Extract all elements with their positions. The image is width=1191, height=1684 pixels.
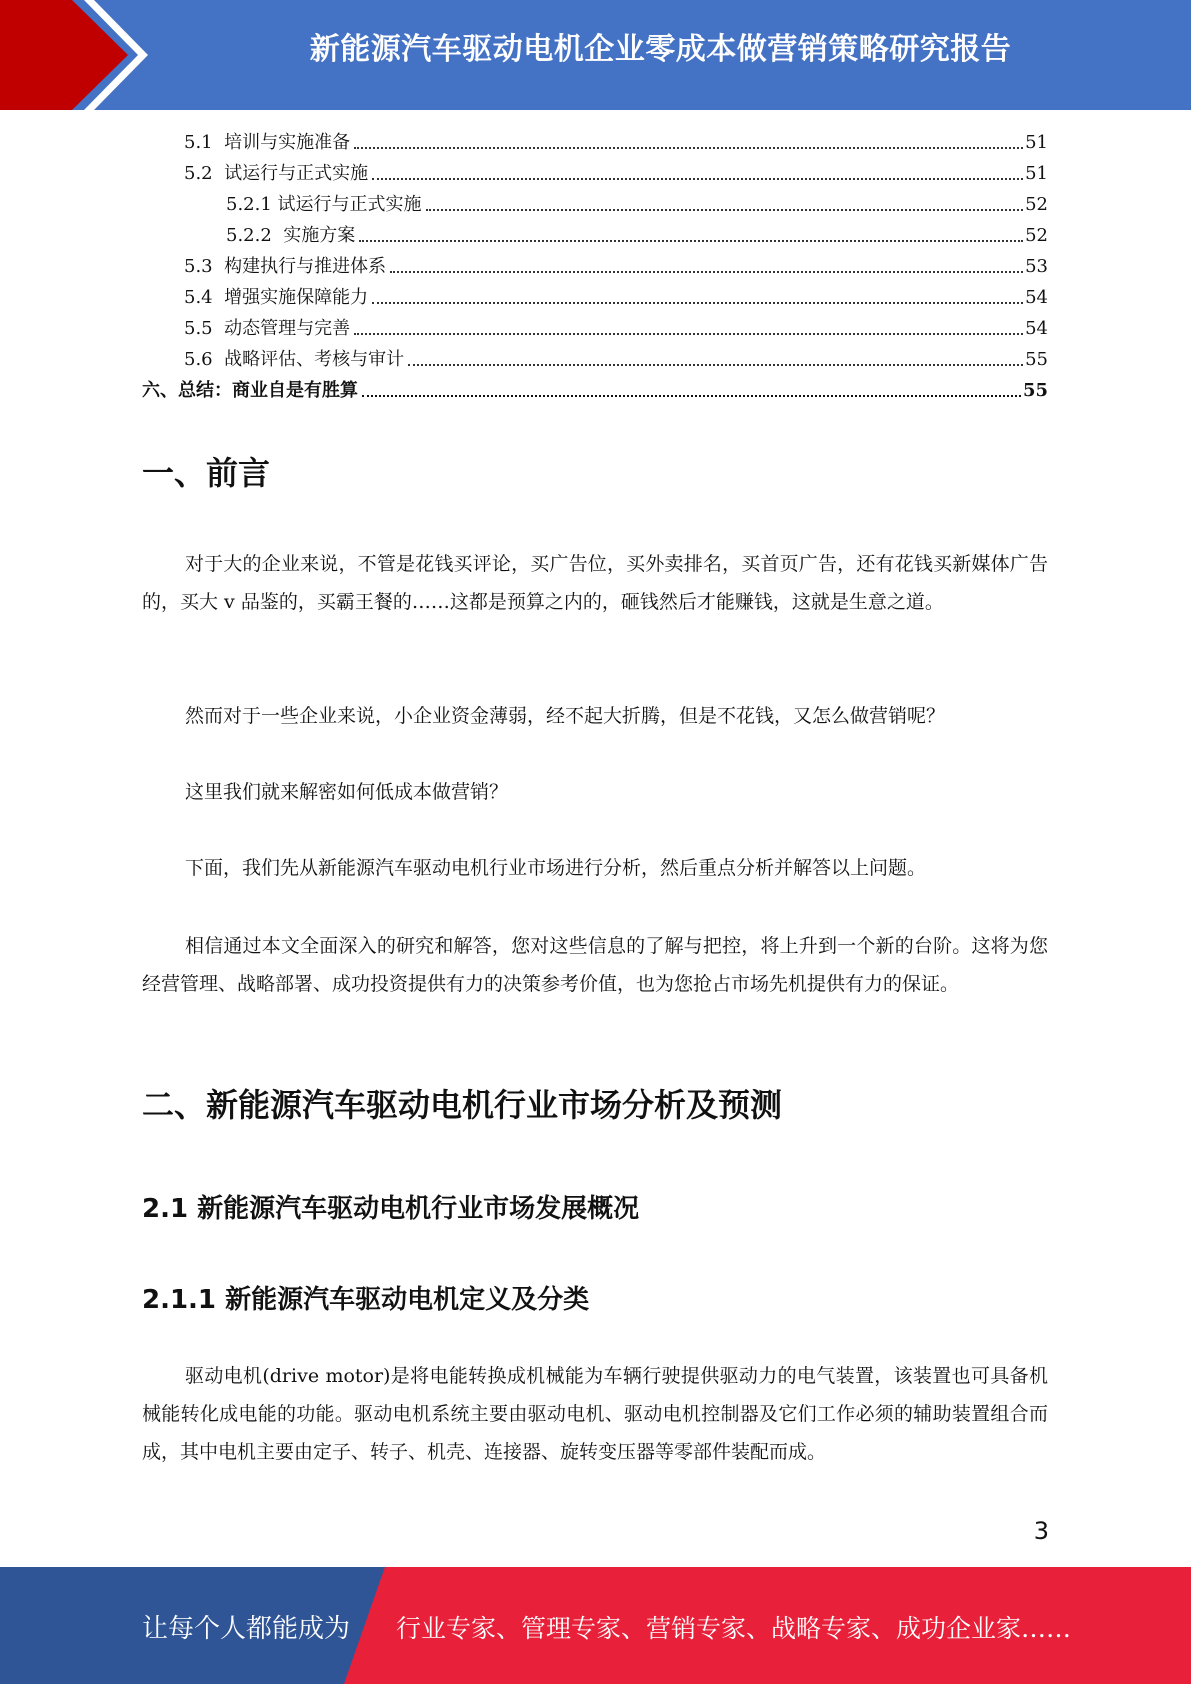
paragraph: 这里我们就来解密如何低成本做营销？ <box>185 781 509 803</box>
paragraph: 然而对于一些企业来说，小企业资金薄弱，经不起大折腾，但是不花钱，又怎么做营销呢？ <box>185 705 946 727</box>
toc-entry-page: 53 <box>1025 256 1048 277</box>
paragraph: 驱动电机(drive motor)是将电能转换成机械能为车辆行驶提供驱动力的电气装置，该装置也可具备机械能转化成电能的功能。驱动电机系统主要由驱动电机、驱动电机控制器及它们工作必须的辅助装置组合而成，其中电机主要由定子、转子、机壳、连接器、旋转变压器等零部件装配而成。 <box>142 1365 1048 1463</box>
toc-leader-dots <box>362 395 1021 397</box>
toc-entry-title: 构建执行与推进体系 <box>224 256 387 277</box>
toc-entry-page: 52 <box>1025 225 1048 246</box>
document-title: 新能源汽车驱动电机企业零成本做营销策略研究报告 <box>309 32 1012 67</box>
footer-slogan-left: 让每个人都能成为 <box>142 1614 351 1644</box>
toc-entry-page: 51 <box>1025 132 1048 153</box>
footer-slogan-right: 行业专家、管理专家、营销专家、战略专家、成功企业家…… <box>396 1614 1072 1643</box>
page-number: 3 <box>1033 1517 1049 1545</box>
footer-banner <box>0 1567 1191 1684</box>
toc-leader-dots <box>354 147 1023 149</box>
toc-entry-number: 5.6 <box>184 349 225 370</box>
paragraph: 下面，我们先从新能源汽车驱动电机行业市场进行分析，然后重点分析并解答以上问题。 <box>185 857 927 879</box>
toc-leader-dots <box>372 302 1023 304</box>
section-heading-preface: 一、前言 <box>142 454 271 492</box>
toc-entry-title: 实施方案 <box>283 225 356 246</box>
toc-entry-title: 试运行与正式实施 <box>224 163 369 184</box>
toc-leader-dots <box>426 209 1024 211</box>
toc-entry-number: 5.2 <box>184 163 225 184</box>
toc-entry-number: 5.3 <box>184 256 225 277</box>
toc-entry-number: 5.5 <box>184 318 225 339</box>
toc-leader-dots <box>359 240 1023 242</box>
toc-entry-page: 55 <box>1022 380 1048 401</box>
toc-entry[interactable] <box>142 282 1048 313</box>
toc-entry[interactable] <box>142 220 1048 251</box>
toc-entry-page: 54 <box>1025 318 1048 339</box>
toc-entry-title: 动态管理与完善 <box>224 318 351 339</box>
header-banner <box>0 0 1191 110</box>
toc-entry-title: 试运行与正式实施 <box>277 194 422 215</box>
toc-entry-number: 5.1 <box>184 132 225 153</box>
toc-entry-number: 5.2.1 <box>226 194 278 215</box>
toc-entry-number: 5.4 <box>184 287 225 308</box>
toc-entry-title: 战略评估、考核与审计 <box>224 349 405 370</box>
toc-entry-page: 54 <box>1025 287 1048 308</box>
toc-entry[interactable] <box>142 127 1048 158</box>
toc-entry-title: 增强实施保障能力 <box>224 287 369 308</box>
toc-entry[interactable] <box>142 251 1048 282</box>
toc-entry-page: 55 <box>1025 349 1048 370</box>
toc-leader-dots <box>390 271 1023 273</box>
toc-entry-number: 5.2.2 <box>226 225 284 246</box>
toc-entry-title: 六、总结：商业自是有胜算 <box>142 380 358 401</box>
paragraph: 对于大的企业来说，不管是花钱买评论，买广告位，买外卖排名，买首页广告，还有花钱买新媒体广告的，买大 v 品鉴的，买霸王餐的……这都是预算之内的，砸钱然后才能赚钱，这就是生意之道。 <box>142 553 1048 613</box>
toc-entry-chapter[interactable] <box>142 375 1048 406</box>
toc-entry[interactable] <box>142 313 1048 344</box>
toc-leader-dots <box>372 178 1023 180</box>
toc-entry[interactable] <box>142 158 1048 189</box>
toc-entry-page: 51 <box>1025 163 1048 184</box>
subsection-heading: 2.1 新能源汽车驱动电机行业市场发展概况 <box>142 1194 640 1224</box>
toc-entry-page: 52 <box>1025 194 1048 215</box>
toc-leader-dots <box>354 333 1023 335</box>
toc-entry[interactable] <box>142 189 1048 220</box>
toc-entry-title: 培训与实施准备 <box>224 132 351 153</box>
toc-entry[interactable] <box>142 344 1048 375</box>
section-heading-market: 二、新能源汽车驱动电机行业市场分析及预测 <box>142 1086 783 1124</box>
table-of-contents <box>142 127 1048 406</box>
toc-leader-dots <box>408 364 1023 366</box>
paragraph: 相信通过本文全面深入的研究和解答，您对这些信息的了解与把控，将上升到一个新的台阶。这将为您经营管理、战略部署、成功投资提供有力的决策参考价值，也为您抢占市场先机提供有力的保证。 <box>142 935 1048 995</box>
subsection-heading: 2.1.1 新能源汽车驱动电机定义及分类 <box>142 1285 590 1315</box>
